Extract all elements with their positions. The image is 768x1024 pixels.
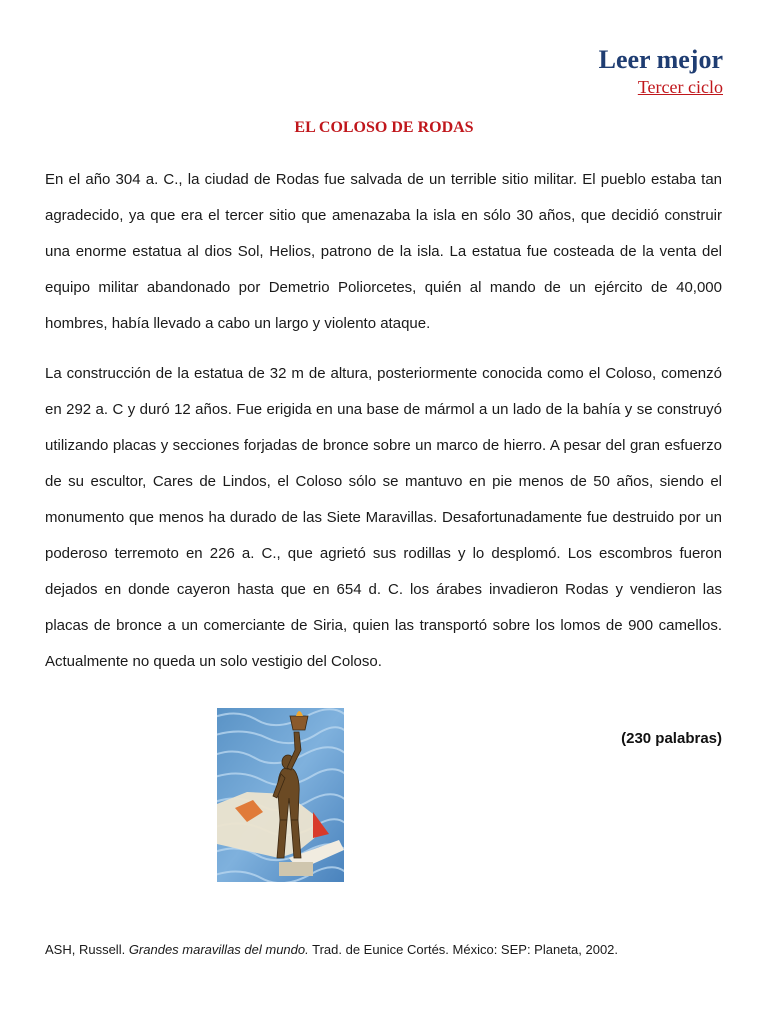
paragraph-2: La construcción de la estatua de 32 m de altura, posteriormente conocida como el Coloso, comenzó en 292 a. C y duró 12 años. Fue erigida en una base de mármol a un lado de la bahía y se construyó utilizando placas y secciones forjadas de bronce sobre un marco de hierro. A pesar del gran esfuerzo de su escultor, Cares de Lindos, el Coloso sólo se mantuvo en pie menos de 50 años, siendo el monumento que menos ha durado de las Siete Maravillas. Desafortunadamente fue destruido por un poderoso terremoto en 226 a. C., que agrietó sus rodillas y lo desplomó. Los escombros fueron dejados en donde cayeron hasta que en 654 d. C. los árabes invadieron Rodas y vendieron las placas de bronce a un comerciante de Siria, quien las transportó sobre los lomos de 900 camellos. Actualmente no queda un solo vestigio del Coloso. — [45, 365, 722, 670]
paragraph-1: En el año 304 a. C., la ciudad de Rodas fue salvada de un terrible sitio militar. El pueblo estaba tan agradecido, ya que era el tercer sitio que amenazaba la isla en sólo 30 años, que decidió construir una enorme estatua al dios Sol, Helios, patrono de la isla. La estatua fue costeada de la venta del equipo militar abandonado por Demetrio Poliorcetes, quién al mando de un ejército de 40,000 hombres, había llevado a cabo un largo y violento ataque. — [45, 171, 722, 332]
citation-book-title: Grandes maravillas del mundo. — [128, 942, 309, 957]
citation-details: Trad. de Eunice Cortés. México: SEP: Planeta, 2002. — [308, 942, 619, 957]
series-title: Leer mejor — [598, 45, 723, 74]
colossus-illustration — [217, 708, 344, 882]
reading-title: EL COLOSO DE RODAS — [294, 119, 474, 136]
series-header — [599, 44, 723, 98]
series-level-link[interactable]: Tercer ciclo — [637, 77, 723, 97]
citation-author: ASH, Russell. — [45, 942, 129, 957]
word-count: (230 palabras) — [621, 730, 722, 747]
bibliographic-citation — [45, 942, 618, 957]
